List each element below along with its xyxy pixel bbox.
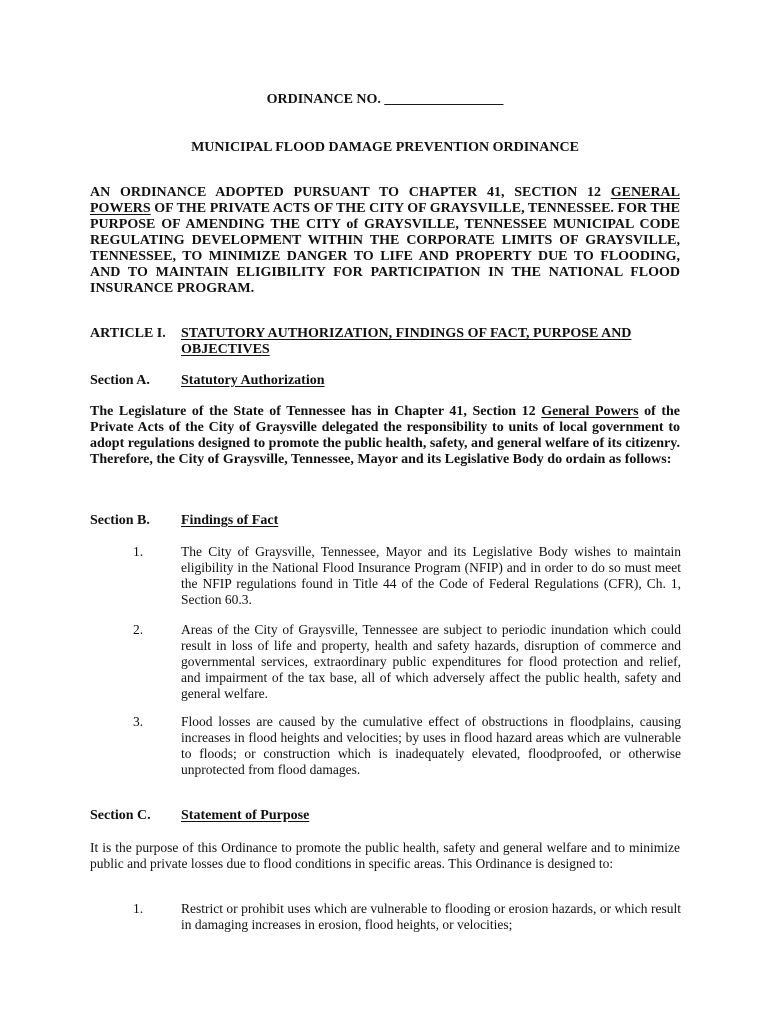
section-c-intro: It is the purpose of this Ordinance to promote the public health, safety and general welfare and to minimize public and private losses due to flood conditions in specific areas. This Ordinance is designed to: [90, 840, 680, 871]
section-c-title: Statement of Purpose [181, 808, 310, 823]
preamble-text-1: AN ORDINANCE ADOPTED PURSUANT TO CHAPTER 41, SECTION 12 [90, 185, 611, 200]
list-number: 2. [133, 622, 144, 637]
preamble-text-2: OF THE PRIVATE ACTS OF THE CITY OF GRAYSVILLE, TENNESSEE. FOR THE PURPOSE OF AMENDING THE CITY of GRAYSVILLE, TENNESSEE MUNICIPAL CODE REGULATING DEVELOPMENT WITHIN THE CORPORATE LIMITS OF GRAYSVILLE, TENNESSEE, TO MINIMIZE DANGER TO LIFE AND PROPERTY DUE TO FLOODING, AND TO MAINTAIN ELIGIBILITY FOR PARTICIPATION IN THE NATIONAL FLOOD INSURANCE PROGRAM. [90, 201, 680, 296]
section-c-label: Section C. [90, 808, 151, 823]
list-item: Flood losses are caused by the cumulative effect of obstructions in floodplains, causing increases in flood heights and velocities; by uses in flood hazard areas which are vulnerable to floods; or construction which is inadequately elevated, floodproofed, or otherwise unprotected from flood damages. [181, 714, 681, 777]
general-powers-reference: GENERAL POWERS [90, 185, 680, 216]
article-title: STATUTORY AUTHORIZATION, FINDINGS OF FACT, PURPOSE AND OBJECTIVES [181, 326, 632, 357]
general-powers-reference-2: General Powers [541, 404, 639, 419]
section-a-paragraph [90, 404, 680, 468]
section-a-text-2: of the Private Acts of the City of Graysville delegated the responsibility to units of local government to adopt regulations designed to promote the public health, safety, and general welfare of its citizenry. Therefore, the City of Graysville, Tennessee, Mayor and its Legislative Body do ordain as follows: [90, 404, 680, 467]
section-a-title: Statutory Authorization [181, 373, 325, 388]
list-item: Areas of the City of Graysville, Tennessee are subject to periodic inundation which could result in loss of life and property, health and safety hazards, disruption of commerce and governmental services, extraordinary public expenditures for flood protection and relief, and impairment of the tax base, all of which adversely affect the public health, safety and general welfare. [181, 622, 681, 701]
article-label: ARTICLE I. [90, 326, 166, 341]
list-number: 1. [133, 901, 144, 916]
document-title: MUNICIPAL FLOOD DAMAGE PREVENTION ORDINANCE [191, 140, 579, 155]
section-a-label: Section A. [90, 373, 150, 388]
ordinance-number: ORDINANCE NO. _________________ [266, 92, 504, 107]
section-b-title: Findings of Fact [181, 513, 279, 528]
list-number: 3. [133, 714, 144, 729]
preamble-paragraph [90, 185, 680, 297]
section-a-text-1: The Legislature of the State of Tennessee has in Chapter 41, Section 12 [90, 404, 542, 419]
section-b-label: Section B. [90, 513, 150, 528]
list-item: The City of Graysville, Tennessee, Mayor and its Legislative Body wishes to maintain eligibility in the National Flood Insurance Program (NFIP) and in order to do so must meet the NFIP regulations found in Title 44 of the Code of Federal Regulations (CFR), Ch. 1, Section 60.3. [181, 544, 681, 607]
list-number: 1. [133, 544, 144, 559]
list-item: Restrict or prohibit uses which are vulnerable to flooding or erosion hazards, or which result in damaging increases in erosion, flood heights, or velocities; [181, 901, 681, 932]
